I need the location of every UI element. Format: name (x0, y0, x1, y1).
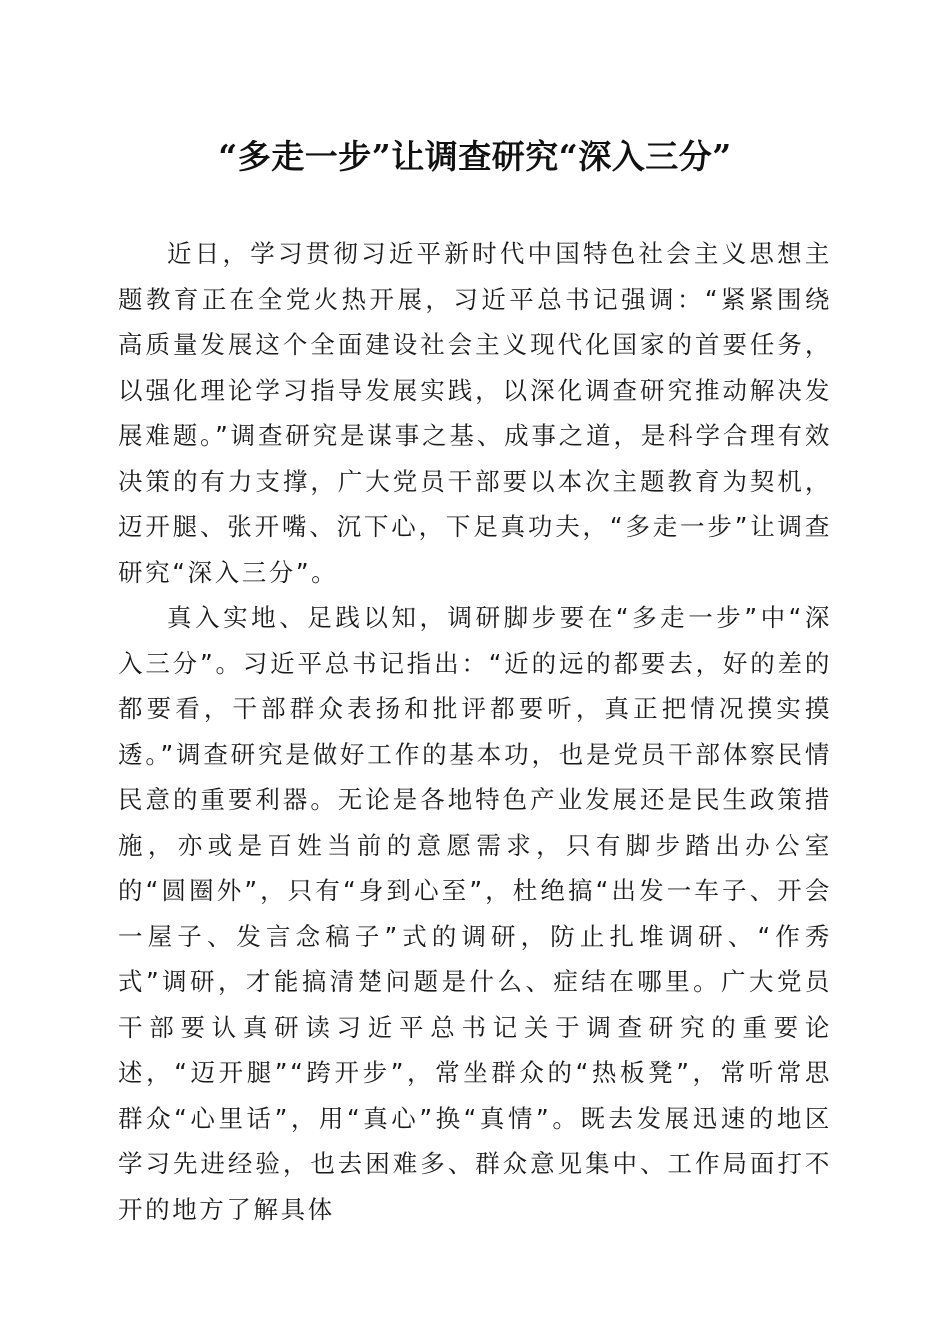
document-body (118, 231, 832, 1232)
document-title: “多走一步”让调查研究“深入三分” (218, 137, 732, 176)
paragraph-2: 真入实地、足践以知，调研脚步要在“多走一步”中“深入三分”。习近平总书记指出：“近的远的都要去，好的差的都要看，干部群众表扬和批评都要听，真正把情况摸实摸透。”调查研究是做好工作的基本功，也是党员干部体察民情民意的重要利器。无论是各地特色产业发展还是民生政策措施，亦或是百姓当前的意愿需求，只有脚步踏出办公室的“圆圈外”，只有“身到心至”，杜绝搞“出发一车子、开会一屋子、发言念稿子”式的调研，防止扎堆调研、“作秀式”调研，才能搞清楚问题是什么、症结在哪里。广大党员干部要认真研读习近平总书记关于调查研究的重要论述，“迈开腿”“跨开步”，常坐群众的“热板凳”，常听常思群众“心里话”，用“真心”换“真情”。既去发展迅速的地区学习先进经验，也去困难多、群众意见集中、工作局面打不开的地方了解具体 (118, 603, 833, 1224)
paragraph-1: 近日，学习贯彻习近平新时代中国特色社会主义思想主题教育正在全党火热开展，习近平总书记强调：“紧紧围绕高质量发展这个全面建设社会主义现代化国家的首要任务，以强化理论学习指导发展实践，以深化调查研究推动解决发展难题。”调查研究是谋事之基、成事之道，是科学合理有效决策的有力支撑，广大党员干部要以本次主题教育为契机，迈开腿、张开嘴、沉下心，下足真功夫，“多走一步”让调查研究“深入三分”。 (118, 239, 832, 587)
